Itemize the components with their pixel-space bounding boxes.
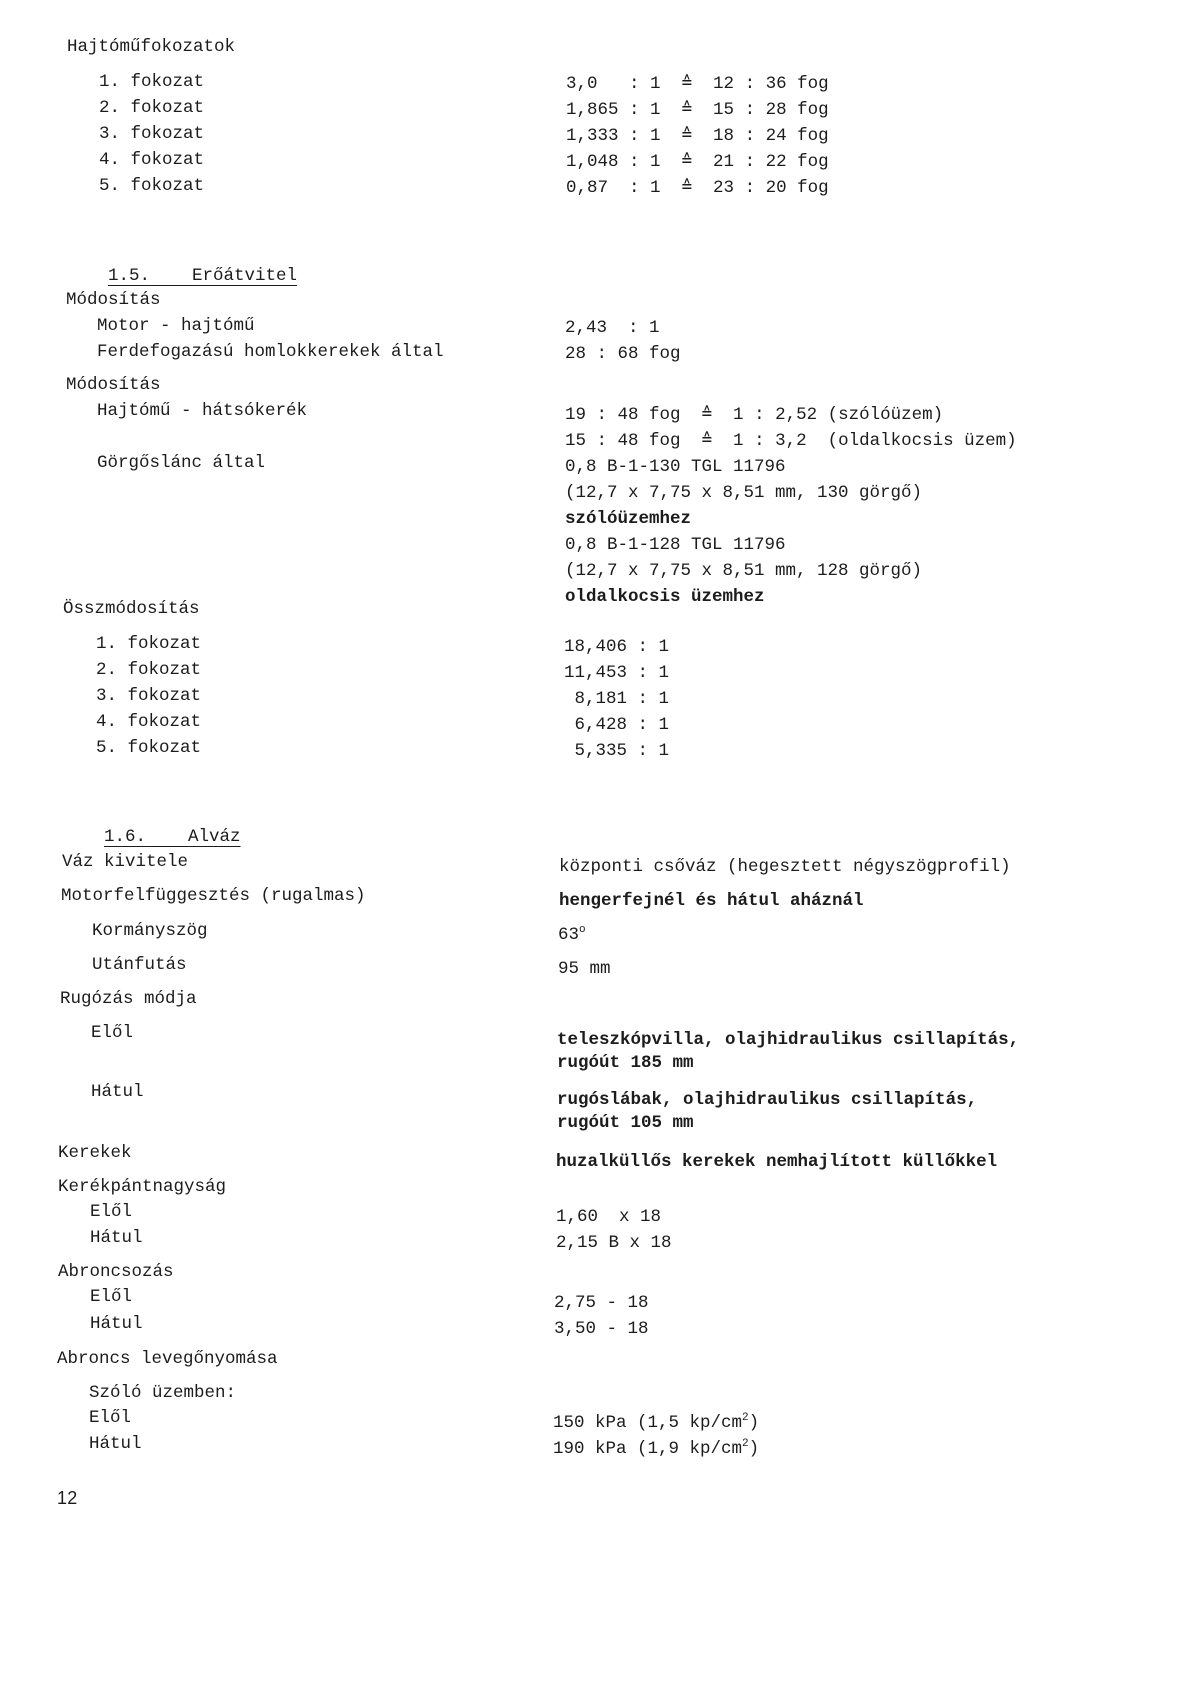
field-label: Hátul (90, 1314, 143, 1334)
field-value: 95 mm (558, 959, 611, 979)
field-label: Váz kivitele (62, 852, 189, 872)
section-number: 1.5. (108, 266, 151, 286)
gear-label: 4. fokozat (99, 150, 205, 170)
total-ratio: 18,406 : 1 (564, 637, 670, 657)
field-value: teleszkópvilla, olajhidraulikus csillapítás, (557, 1030, 1020, 1050)
field-label: Kerékpántnagyság (58, 1177, 227, 1197)
field-label: Motor - hajtómű (97, 316, 255, 336)
field-label: Görgőslánc által (97, 453, 266, 473)
total-ratio: 5,335 : 1 (564, 741, 670, 761)
chain-spec-line: 0,8 B-1-130 TGL 11796 (565, 457, 786, 477)
field-label: Abroncs levegőnyomása (57, 1349, 278, 1369)
page-number: 12 (57, 1488, 78, 1508)
gear-label: 1. fokozat (99, 72, 205, 92)
section-number: 1.6. (104, 827, 147, 847)
field-label: Elől (91, 1023, 134, 1043)
gear-ratio: 1,865 : 1 ≙ 15 : 28 fog (566, 100, 829, 120)
section-title: Erőátvitel (192, 266, 298, 286)
field-value: 19 : 48 fog ≙ 1 : 2,52 (szólóüzem) (565, 405, 944, 425)
gear-label: 5. fokozat (96, 738, 202, 758)
total-ratio: 11,453 : 1 (564, 663, 670, 683)
field-label: Ferdefogazású homlokkerekek által (97, 342, 444, 362)
field-value: 63$^o$ (558, 924, 586, 945)
field-label: Hajtómű - hátsókerék (97, 401, 308, 421)
gear-label: 4. fokozat (96, 712, 202, 732)
section-title: Alváz (188, 827, 241, 847)
gear-label: 5. fokozat (99, 176, 205, 196)
gear-label: 3. fokozat (99, 124, 205, 144)
field-label: Rugózás módja (60, 989, 197, 1009)
field-label: Hátul (89, 1434, 142, 1454)
field-label: Utánfutás (92, 955, 187, 975)
gear-ratio: 1,048 : 1 ≙ 21 : 22 fog (566, 152, 829, 172)
field-value: 2,75 - 18 (554, 1293, 649, 1313)
field-label: Kormányszög (92, 921, 208, 941)
field-value: 190 kPa (1,9 $kp/cm^2$) (553, 1438, 760, 1459)
field-value: 15 : 48 fog ≙ 1 : 3,2 (oldalkocsis üzem) (565, 431, 1017, 451)
field-label: Elől (90, 1202, 133, 1222)
field-value: központi csőváz (hegesztett négyszögprofil) (559, 857, 1011, 877)
gear-ratio: 1,333 : 1 ≙ 18 : 24 fog (566, 126, 829, 146)
field-value: rugóút 105 mm (557, 1113, 694, 1133)
field-value: 1,60 x 18 (556, 1207, 662, 1227)
field-value: 2,15 B x 18 (556, 1233, 672, 1253)
gear-label: 2. fokozat (96, 660, 202, 680)
field-label: Összmódosítás (63, 599, 200, 619)
field-label: Hátul (90, 1228, 143, 1248)
chain-spec-line: oldalkocsis üzemhez (565, 587, 765, 607)
field-value: rugóút 185 mm (557, 1053, 694, 1073)
field-label: Módosítás (66, 290, 161, 310)
gearbox-heading: Hajtóműfokozatok (67, 37, 236, 57)
field-value: 150 kPa (1,5 $kp/cm^2$) (553, 1412, 760, 1433)
field-label: Motorfelfüggesztés (rugalmas) (61, 886, 366, 906)
field-label: Szóló üzemben: (89, 1383, 237, 1403)
gear-ratio: 3,0 : 1 ≙ 12 : 36 fog (566, 74, 829, 94)
chain-spec-line: (12,7 x 7,75 x 8,51 mm, 130 görgő) (565, 483, 923, 503)
total-ratio: 6,428 : 1 (564, 715, 670, 735)
field-value: huzalküllős kerekek nemhajlított küllőkkel (556, 1152, 998, 1172)
field-label: Hátul (91, 1082, 144, 1102)
chain-spec-line: szólóüzemhez (565, 509, 692, 529)
field-value: 28 : 68 fog (565, 344, 681, 364)
field-label: Elől (90, 1287, 133, 1307)
field-label: Kerekek (58, 1143, 132, 1163)
field-value: rugóslábak, olajhidraulikus csillapítás, (557, 1090, 978, 1110)
field-label: Módosítás (66, 375, 161, 395)
gear-label: 2. fokozat (99, 98, 205, 118)
field-value: hengerfejnél és hátul aháznál (559, 891, 864, 911)
field-label: Abroncsozás (58, 1262, 174, 1282)
field-value: 3,50 - 18 (554, 1319, 649, 1339)
gear-label: 3. fokozat (96, 686, 202, 706)
field-value: 2,43 : 1 (565, 318, 660, 338)
gear-ratio: 0,87 : 1 ≙ 23 : 20 fog (566, 178, 829, 198)
chain-spec-line: (12,7 x 7,75 x 8,51 mm, 128 görgő) (565, 561, 923, 581)
gear-label: 1. fokozat (96, 634, 202, 654)
chain-spec-line: 0,8 B-1-128 TGL 11796 (565, 535, 786, 555)
total-ratio: 8,181 : 1 (564, 689, 670, 709)
field-label: Elől (89, 1408, 132, 1428)
